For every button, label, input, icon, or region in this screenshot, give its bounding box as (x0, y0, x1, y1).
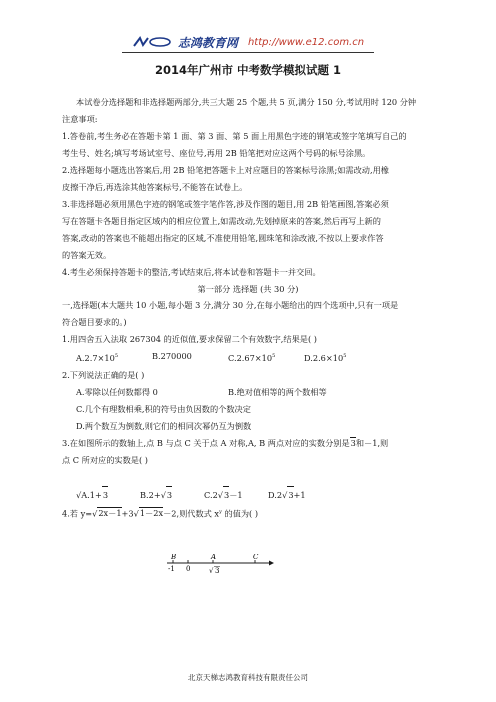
intro-line: 的答案无效。 (62, 250, 112, 260)
part-title: 第一部分 选择题 (共 30 分) (197, 284, 299, 294)
site-name: 志鸿教育网 (177, 35, 238, 50)
intro-line: 3.非选择题必须用黑色字迹的钢笔或签字笔作答,涉及作图的题目,用 2B 铅笔画图,答案必须 (62, 199, 389, 209)
label-root-three: 3 (215, 567, 220, 575)
label-a: A (211, 554, 217, 561)
questions (62, 297, 436, 522)
q2-option-d: D.两个数互为倒数,则它们的相同次幂仍互为倒数 (76, 420, 252, 431)
q4-stem: 4.若 y=√2x－1+3√1－2x－2,则代数式 $x^y$ 的值为( ) (62, 508, 259, 519)
instructions (62, 94, 436, 281)
section-line: 符合题目要求的。) (62, 317, 127, 327)
label-minus-one: -1 (168, 565, 175, 573)
q1-option-c: $C.2.67\times 10^5$ (228, 352, 276, 363)
q1-option-a: $A.2.7\times 10^5$ (76, 352, 119, 363)
q2-option-b: B.绝对值相等的两个数相等 (228, 386, 327, 397)
intro-line: 4.考生必须保持答题卡的整洁,考试结束后,将本试卷和答题卡一并交回。 (62, 267, 321, 277)
q3-option-d: D.2√3+1 (268, 486, 306, 504)
q2-option-c: C.几个有理数相乘,积的符号由负因数的个数决定 (76, 403, 251, 414)
q3-stem: 3.在如图所示的数轴上,点 B 与点 C 关于点 A 对称,A, B 两点对应的实数分别是3和－1,则 (62, 437, 389, 448)
intro-line: 皮擦干净后,再选涂其他答案标号,不能答在试卷上。 (62, 182, 248, 192)
q1-option-d: $D.2.6\times 10^5$ (304, 352, 347, 363)
q3-stem: 点 C 所对应的实数是( ) (62, 454, 148, 465)
q2-options-ab (62, 384, 436, 401)
label-b: B (171, 554, 177, 561)
page-title: 2014年广州市 中考数学模拟试题 1 (154, 63, 341, 77)
logo-icon (132, 36, 172, 48)
q3-option-c: C.2√3－1 (204, 486, 268, 504)
header (0, 34, 496, 50)
q1-stem: 1.用四舍五入法取 267304 的近似值,要求保留二个有效数字,结果是( ) (62, 334, 317, 344)
section-line: 一,选择题(本大题共 10 小题,每小题 3 分,满分 30 分,在每小题给出的四个选项中,只有一项是 (62, 300, 399, 310)
q3-option-a: √A.1+3 (76, 486, 140, 504)
axis-arrow-icon (269, 561, 274, 566)
root-sign: √ (209, 567, 214, 575)
label-c: C (253, 554, 259, 561)
q3-options (62, 486, 436, 504)
intro-line: 2.选择题每小题选出答案后,用 2B 铅笔把答题卡上对应题目的答案标号涂黑;如需改动,用橡 (62, 165, 389, 175)
q1-option-b: B.270000 (152, 351, 192, 361)
intro-line: 写在答题卡各题目指定区域内的相应位置上,如需改动,先划掉原来的答案,然后再写上新的 (62, 216, 381, 226)
q2-stem: 2.下列说法正确的是( ) (62, 369, 145, 380)
intro-line: 1.答卷前,考生务必在答题卡第 1 面、第 3 面、第 5 面上用黑色字迹的钢笔或签字笔填写自己的 (62, 131, 407, 141)
q3-figure-space (62, 469, 436, 486)
number-line-figure (165, 554, 275, 578)
header-rule (122, 52, 374, 53)
intro-line: 注意事项: (62, 114, 98, 124)
footer: 北京天梯志鸿教育科技有限责任公司 (188, 673, 308, 682)
intro-line: 答案,改动的答案也不能超出指定的区域,不准使用铅笔,圆珠笔和涂改液,不按以上要求作答 (62, 233, 384, 243)
q1-options (62, 348, 436, 367)
q3-option-b: B.2+√3 (140, 486, 204, 504)
q2-option-a: A.零除以任何数都得 0 (76, 386, 158, 397)
site-url[interactable]: http://www.e12.com.cn (247, 36, 365, 48)
intro-line: 考生号、姓名;填写考场试室号、座位号,再用 2B 铅笔把对应这两个号码的标号涂黑。 (62, 148, 371, 158)
intro-line: 本试卷分选择题和非选择题两部分,共三大题 25 个题,共 5 页,满分 150 分,考试用时 120 分钟 (76, 97, 417, 107)
label-zero: 0 (186, 565, 191, 573)
